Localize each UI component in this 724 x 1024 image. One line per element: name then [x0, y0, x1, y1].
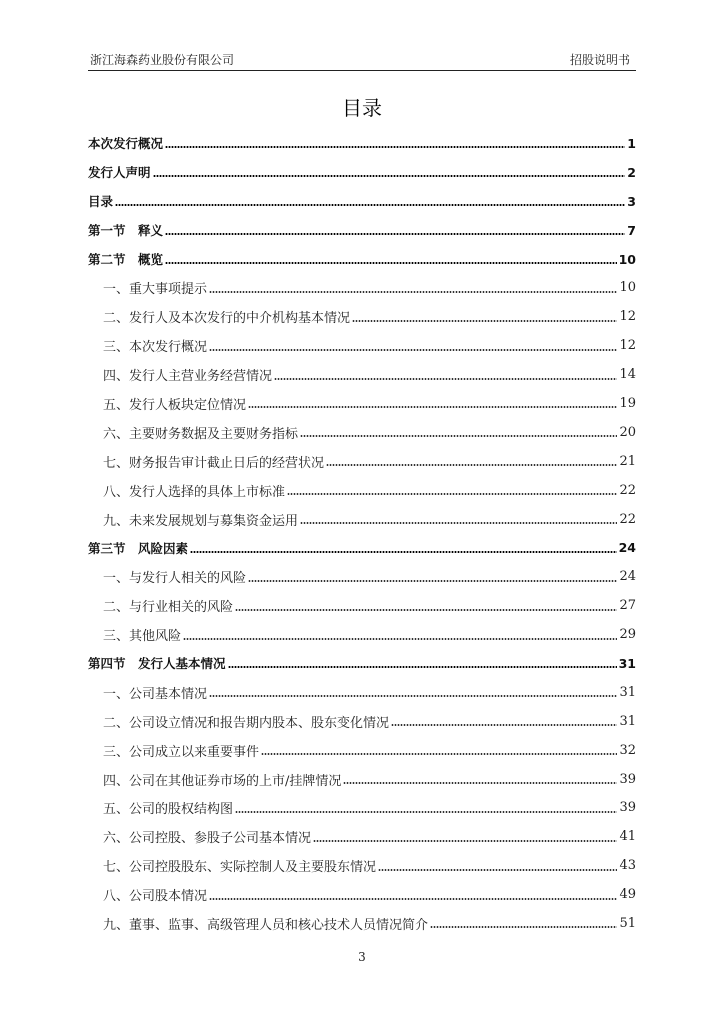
toc-dot-leader — [235, 811, 617, 813]
table-of-contents — [88, 129, 636, 938]
toc-dot-leader — [261, 753, 617, 755]
toc-subsection-entry[interactable] — [88, 909, 636, 938]
toc-dot-leader — [352, 320, 617, 322]
toc-entry-page: 7 — [627, 222, 636, 238]
toc-subsection-entry[interactable] — [88, 389, 636, 418]
toc-dot-leader — [165, 262, 617, 264]
toc-entry-label: 三、其他风险 — [103, 629, 182, 645]
toc-dot-leader — [235, 609, 617, 611]
toc-entry-label: 第一节 释义 — [88, 223, 164, 239]
toc-entry-label: 五、公司的股权结构图 — [103, 802, 234, 818]
toc-entry-page: 29 — [619, 627, 636, 643]
toc-entry-page: 39 — [619, 771, 636, 787]
toc-entry-label: 一、公司基本情况 — [103, 686, 208, 702]
toc-dot-leader — [313, 840, 617, 842]
toc-dot-leader — [343, 782, 617, 784]
toc-entry-label: 六、公司控股、参股子公司基本情况 — [103, 831, 312, 847]
toc-dot-leader — [430, 926, 617, 928]
toc-subsection-entry[interactable] — [88, 505, 636, 534]
toc-entry-page: 10 — [618, 251, 636, 267]
toc-dot-leader — [287, 493, 617, 495]
toc-dot-leader — [378, 869, 617, 871]
toc-dot-leader — [228, 666, 617, 668]
toc-entry-label: 四、发行人主营业务经营情况 — [103, 369, 273, 385]
toc-section-entry[interactable] — [88, 187, 636, 216]
toc-subsection-entry[interactable] — [88, 880, 636, 909]
toc-entry-label: 八、发行人选择的具体上市标准 — [103, 484, 286, 500]
toc-dot-leader — [165, 233, 625, 235]
toc-dot-leader — [274, 378, 617, 380]
toc-subsection-entry[interactable] — [88, 562, 636, 591]
toc-entry-page: 24 — [618, 540, 636, 556]
toc-entry-page: 41 — [619, 829, 636, 845]
toc-dot-leader — [248, 406, 617, 408]
toc-dot-leader — [190, 551, 617, 553]
toc-entry-page: 19 — [619, 395, 636, 411]
toc-dot-leader — [183, 638, 617, 640]
page-number: 3 — [358, 950, 366, 964]
toc-entry-label: 发行人声明 — [88, 165, 151, 181]
toc-entry-page: 1 — [627, 135, 636, 151]
toc-entry-label: 五、发行人板块定位情况 — [103, 397, 247, 413]
toc-entry-label: 二、发行人及本次发行的中介机构基本情况 — [103, 311, 351, 327]
toc-entry-label: 八、公司股本情况 — [103, 889, 208, 905]
toc-dot-leader — [300, 435, 617, 437]
toc-entry-page: 31 — [618, 655, 636, 671]
toc-subsection-entry[interactable] — [88, 476, 636, 505]
toc-entry-label: 一、重大事项提示 — [103, 282, 208, 298]
toc-entry-page: 31 — [619, 684, 636, 700]
toc-entry-page: 14 — [619, 367, 636, 383]
toc-section-entry[interactable] — [88, 129, 636, 158]
toc-subsection-entry[interactable] — [88, 620, 636, 649]
toc-entry-page: 39 — [619, 800, 636, 816]
toc-subsection-entry[interactable] — [88, 447, 636, 476]
page-title: 目录 — [342, 96, 382, 120]
toc-entry-label: 三、本次发行概况 — [103, 340, 208, 356]
toc-entry-label: 二、公司设立情况和报告期内股本、股东变化情况 — [103, 715, 390, 731]
toc-entry-label: 目录 — [88, 194, 114, 210]
toc-entry-label: 九、董事、监事、高级管理人员和核心技术人员情况简介 — [103, 917, 429, 933]
toc-section-entry[interactable] — [88, 158, 636, 187]
toc-entry-label: 第二节 概览 — [88, 252, 164, 267]
toc-dot-leader — [248, 580, 617, 582]
toc-section-entry[interactable] — [88, 216, 636, 245]
toc-entry-label: 四、公司在其他证券市场的上市/挂牌情况 — [103, 773, 342, 789]
toc-entry-page: 32 — [619, 742, 636, 758]
toc-entry-page: 51 — [619, 915, 636, 931]
toc-subsection-entry[interactable] — [88, 707, 636, 736]
toc-entry-page: 22 — [619, 482, 636, 498]
toc-entry-page: 3 — [627, 193, 636, 209]
toc-entry-page: 21 — [619, 453, 636, 469]
toc-dot-leader — [209, 349, 617, 351]
toc-dot-leader — [391, 724, 617, 726]
toc-entry-page: 49 — [619, 887, 636, 903]
toc-dot-leader — [165, 146, 625, 148]
toc-subsection-entry[interactable] — [88, 331, 636, 360]
toc-entry-page: 2 — [627, 164, 636, 180]
document-type: 招股说明书 — [569, 53, 630, 67]
toc-dot-leader — [209, 898, 617, 900]
page-header — [88, 48, 636, 71]
toc-subsection-entry[interactable] — [88, 736, 636, 765]
toc-dot-leader — [115, 204, 625, 206]
toc-section-entry[interactable] — [88, 245, 636, 274]
toc-entry-label: 七、公司控股股东、实际控制人及主要股东情况 — [103, 860, 377, 876]
toc-subsection-entry[interactable] — [88, 273, 636, 302]
toc-entry-label: 本次发行概况 — [88, 136, 164, 152]
toc-subsection-entry[interactable] — [88, 851, 636, 880]
toc-entry-label: 一、与发行人相关的风险 — [103, 571, 247, 587]
toc-entry-page: 20 — [619, 424, 636, 440]
toc-dot-leader — [326, 464, 617, 466]
toc-entry-page: 22 — [619, 511, 636, 527]
toc-entry-page: 12 — [619, 338, 636, 354]
toc-dot-leader — [209, 695, 617, 697]
toc-subsection-entry[interactable] — [88, 591, 636, 620]
toc-subsection-entry[interactable] — [88, 302, 636, 331]
toc-subsection-entry[interactable] — [88, 678, 636, 707]
toc-dot-leader — [209, 291, 617, 293]
toc-dot-leader — [153, 175, 626, 177]
toc-entry-label: 九、未来发展规划与募集资金运用 — [103, 513, 299, 529]
toc-entry-label: 第三节 风险因素 — [88, 540, 189, 556]
toc-section-entry[interactable] — [88, 533, 636, 562]
toc-entry-page: 24 — [619, 569, 636, 585]
toc-entry-label: 第四节 发行人基本情况 — [88, 656, 226, 672]
toc-entry-label: 二、与行业相关的风险 — [103, 600, 234, 616]
toc-entry-label: 六、主要财务数据及主要财务指标 — [103, 426, 299, 442]
toc-subsection-entry[interactable] — [88, 360, 636, 389]
toc-subsection-entry[interactable] — [88, 418, 636, 447]
company-name: 浙江海森药业股份有限公司 — [90, 53, 235, 67]
toc-entry-page: 43 — [619, 858, 636, 874]
toc-subsection-entry[interactable] — [88, 793, 636, 822]
toc-entry-label: 七、财务报告审计截止日后的经营状况 — [103, 455, 325, 471]
toc-entry-page: 31 — [619, 713, 636, 729]
toc-entry-page: 10 — [619, 280, 636, 296]
toc-subsection-entry[interactable] — [88, 765, 636, 794]
toc-section-entry[interactable] — [88, 649, 636, 678]
toc-entry-label: 三、公司成立以来重要事件 — [103, 744, 260, 760]
toc-entry-page: 12 — [619, 309, 636, 325]
toc-entry-page: 27 — [619, 598, 636, 614]
toc-dot-leader — [300, 522, 617, 524]
toc-subsection-entry[interactable] — [88, 822, 636, 851]
